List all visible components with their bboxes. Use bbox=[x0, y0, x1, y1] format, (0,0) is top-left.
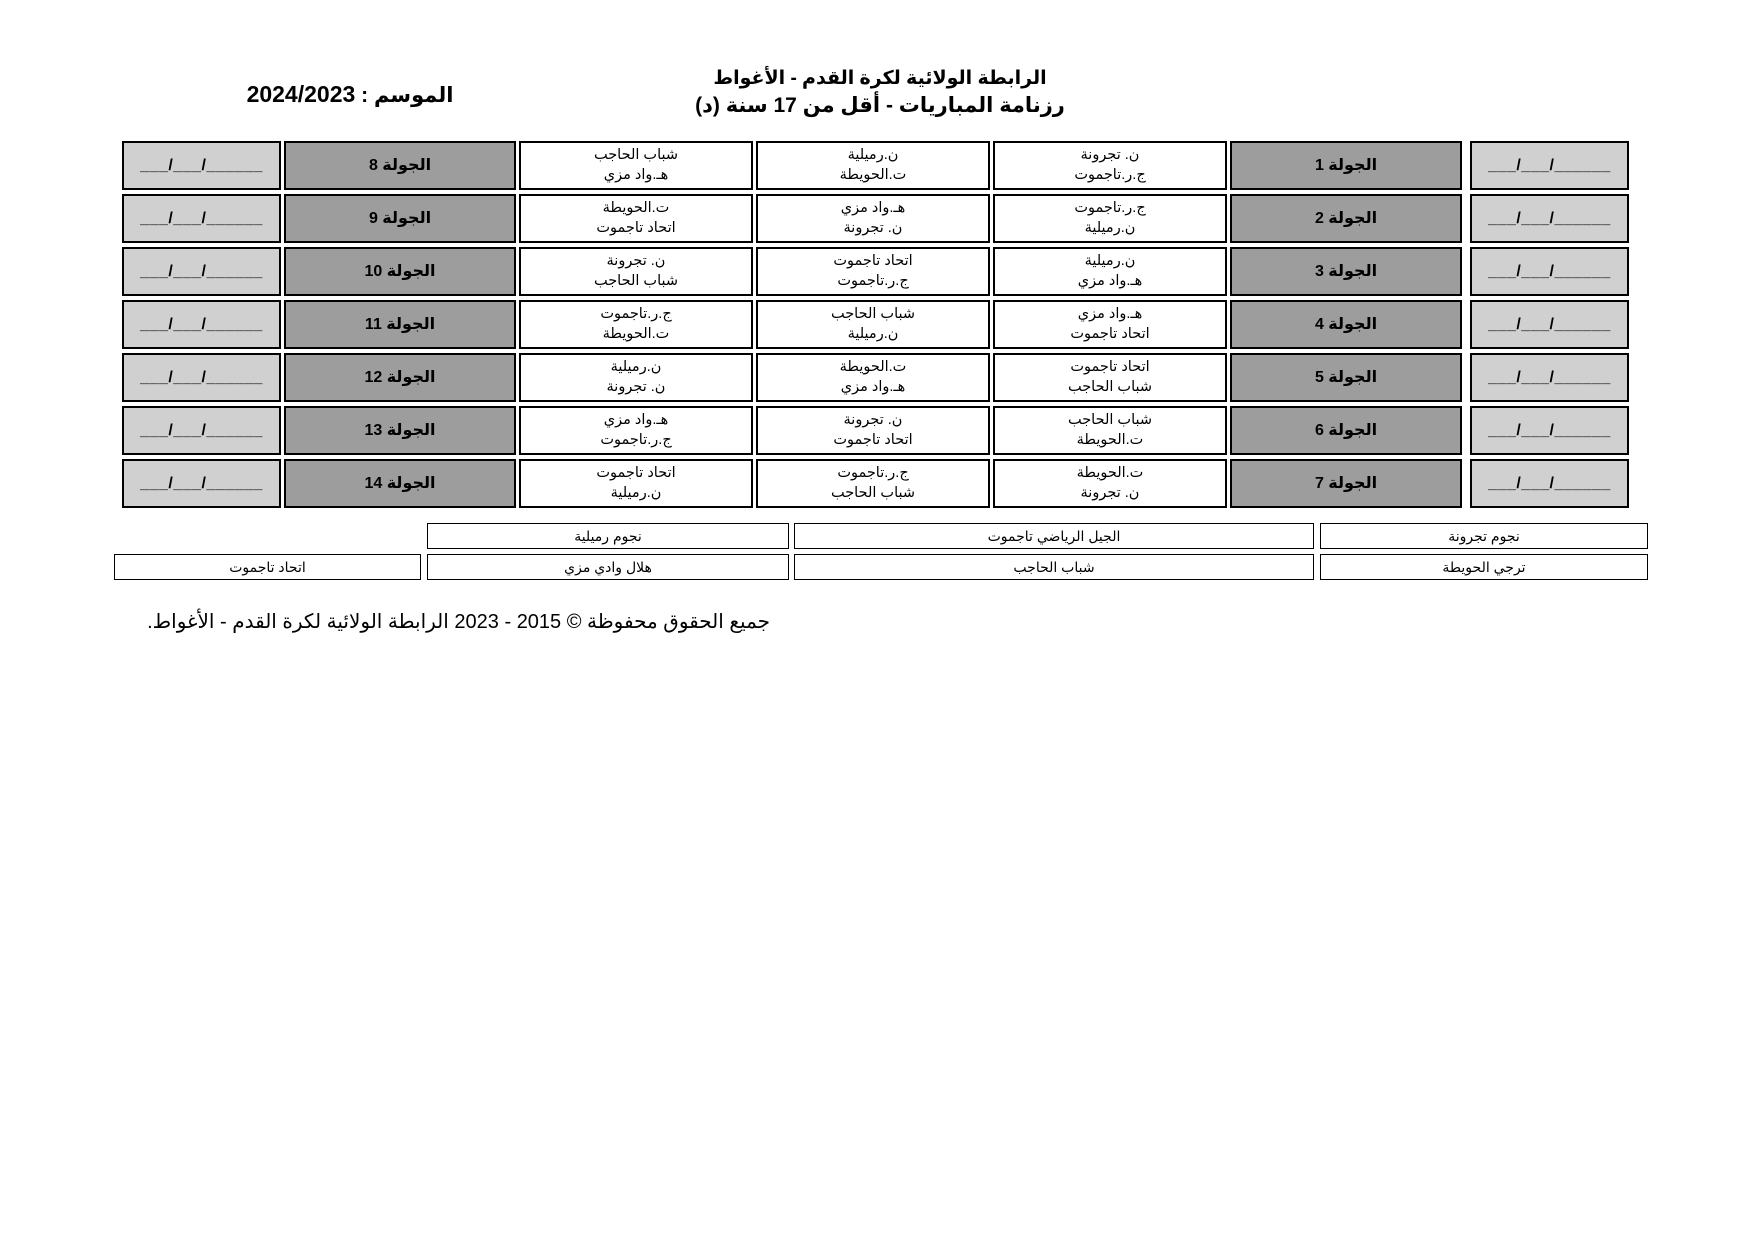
team-cell: ترجي الحويطة bbox=[1320, 554, 1648, 580]
match-cell bbox=[519, 141, 753, 190]
round-label: الجولة 4 bbox=[1230, 300, 1462, 349]
away-team: شباب الحاجب bbox=[830, 485, 916, 501]
away-team: ج.ر.تاجموت bbox=[600, 432, 672, 448]
match-cell bbox=[756, 247, 990, 296]
home-team: ج.ر.تاجموت bbox=[1074, 200, 1146, 216]
home-team: ن.رميلية bbox=[847, 147, 899, 163]
season-value: 2024/2023 bbox=[246, 81, 356, 107]
away-team: ت.الحويطة bbox=[602, 326, 670, 342]
match-cell bbox=[993, 353, 1227, 402]
round-row bbox=[122, 300, 1644, 349]
away-team: ن.رميلية bbox=[610, 485, 662, 501]
season-label bbox=[220, 80, 480, 110]
date-cell: ___/___/______ bbox=[122, 247, 281, 296]
home-team: ت.الحويطة bbox=[839, 359, 907, 375]
home-team: ن. تجرونة bbox=[843, 412, 903, 428]
round-label: الجولة 12 bbox=[284, 353, 516, 402]
match-cell bbox=[519, 300, 753, 349]
date-cell: ___/___/______ bbox=[122, 406, 281, 455]
away-team: اتحاد تاجموت bbox=[596, 220, 676, 236]
home-team: ج.ر.تاجموت bbox=[600, 306, 672, 322]
match-cell bbox=[993, 406, 1227, 455]
round-row bbox=[122, 353, 1644, 402]
match-cell bbox=[519, 406, 753, 455]
home-team: ن. تجرونة bbox=[606, 253, 666, 269]
home-team: ن.رميلية bbox=[610, 359, 662, 375]
date-cell: ___/___/______ bbox=[1470, 300, 1629, 349]
team-cell: اتحاد تاجموت bbox=[114, 554, 421, 580]
match-cell bbox=[519, 194, 753, 243]
home-team: هـ.واد مزي bbox=[1077, 306, 1143, 322]
round-row bbox=[122, 141, 1644, 190]
date-cell: ___/___/______ bbox=[122, 300, 281, 349]
schedule-title: رزنامة المباريات - أقل من 17 سنة (د) bbox=[695, 94, 1065, 117]
match-cell bbox=[993, 194, 1227, 243]
copyright-footer: جميع الحقوق محفوظة © 2015 - 2023 الرابطة الولائية لكرة القدم - الأغواط. bbox=[147, 611, 770, 633]
team-cell: الجيل الرياضي تاجموت bbox=[794, 523, 1314, 549]
away-team: ن.رميلية bbox=[847, 326, 899, 342]
round-row bbox=[122, 406, 1644, 455]
team-cell: هلال وادي مزي bbox=[427, 554, 789, 580]
away-team: ن. تجرونة bbox=[843, 220, 903, 236]
round-label: الجولة 5 bbox=[1230, 353, 1462, 402]
round-label: الجولة 8 bbox=[284, 141, 516, 190]
round-label: الجولة 10 bbox=[284, 247, 516, 296]
round-label: الجولة 7 bbox=[1230, 459, 1462, 508]
date-cell: ___/___/______ bbox=[1470, 194, 1629, 243]
home-team: شباب الحاجب bbox=[593, 147, 679, 163]
match-cell bbox=[756, 141, 990, 190]
home-team: ن.رميلية bbox=[1084, 253, 1136, 269]
date-cell: ___/___/______ bbox=[122, 353, 281, 402]
away-team: اتحاد تاجموت bbox=[833, 432, 913, 448]
match-cell bbox=[993, 141, 1227, 190]
away-team: شباب الحاجب bbox=[593, 273, 679, 289]
away-team: هـ.واد مزي bbox=[840, 379, 906, 395]
match-cell bbox=[993, 459, 1227, 508]
match-cell bbox=[756, 194, 990, 243]
home-team: اتحاد تاجموت bbox=[1070, 359, 1150, 375]
season-label-text: الموسم : bbox=[361, 84, 454, 107]
round-label: الجولة 14 bbox=[284, 459, 516, 508]
home-team: ت.الحويطة bbox=[602, 200, 670, 216]
match-cell bbox=[519, 353, 753, 402]
away-team: ن. تجرونة bbox=[606, 379, 666, 395]
round-label: الجولة 6 bbox=[1230, 406, 1462, 455]
round-row bbox=[122, 247, 1644, 296]
home-team: ت.الحويطة bbox=[1076, 465, 1144, 481]
round-row bbox=[122, 459, 1644, 508]
page-title bbox=[580, 66, 1180, 120]
match-cell bbox=[756, 353, 990, 402]
home-team: هـ.واد مزي bbox=[840, 200, 906, 216]
schedule-grid bbox=[122, 141, 1644, 512]
date-cell: ___/___/______ bbox=[122, 141, 281, 190]
team-cell: نجوم رميلية bbox=[427, 523, 789, 549]
round-label: الجولة 2 bbox=[1230, 194, 1462, 243]
league-title: الرابطة الولائية لكرة القدم - الأغواط bbox=[713, 68, 1047, 89]
round-label: الجولة 11 bbox=[284, 300, 516, 349]
away-team: ن. تجرونة bbox=[1080, 485, 1140, 501]
away-team: ج.ر.تاجموت bbox=[1074, 167, 1146, 183]
away-team: ن.رميلية bbox=[1084, 220, 1136, 236]
date-cell: ___/___/______ bbox=[122, 459, 281, 508]
away-team: اتحاد تاجموت bbox=[1070, 326, 1150, 342]
home-team: ن. تجرونة bbox=[1080, 147, 1140, 163]
team-cell: نجوم تجرونة bbox=[1320, 523, 1648, 549]
match-cell bbox=[993, 247, 1227, 296]
date-cell: ___/___/______ bbox=[1470, 141, 1629, 190]
home-team: شباب الحاجب bbox=[1067, 412, 1153, 428]
match-cell bbox=[993, 300, 1227, 349]
date-cell: ___/___/______ bbox=[122, 194, 281, 243]
date-cell: ___/___/______ bbox=[1470, 406, 1629, 455]
match-cell bbox=[756, 459, 990, 508]
away-team: ج.ر.تاجموت bbox=[837, 273, 909, 289]
date-cell: ___/___/______ bbox=[1470, 353, 1629, 402]
match-cell bbox=[519, 459, 753, 508]
match-cell bbox=[519, 247, 753, 296]
round-label: الجولة 1 bbox=[1230, 141, 1462, 190]
away-team: ت.الحويطة bbox=[1076, 432, 1144, 448]
away-team: شباب الحاجب bbox=[1067, 379, 1153, 395]
home-team: ج.ر.تاجموت bbox=[837, 465, 909, 481]
match-cell bbox=[756, 300, 990, 349]
home-team: شباب الحاجب bbox=[830, 306, 916, 322]
home-team: هـ.واد مزي bbox=[603, 412, 669, 428]
away-team: هـ.واد مزي bbox=[1077, 273, 1143, 289]
home-team: اتحاد تاجموت bbox=[833, 253, 913, 269]
date-cell: ___/___/______ bbox=[1470, 459, 1629, 508]
round-label: الجولة 9 bbox=[284, 194, 516, 243]
match-cell bbox=[756, 406, 990, 455]
date-cell: ___/___/______ bbox=[1470, 247, 1629, 296]
round-row bbox=[122, 194, 1644, 243]
team-cell: شباب الحاجب bbox=[794, 554, 1314, 580]
home-team: اتحاد تاجموت bbox=[596, 465, 676, 481]
away-team: هـ.واد مزي bbox=[603, 167, 669, 183]
round-label: الجولة 3 bbox=[1230, 247, 1462, 296]
away-team: ت.الحويطة bbox=[839, 167, 907, 183]
round-label: الجولة 13 bbox=[284, 406, 516, 455]
